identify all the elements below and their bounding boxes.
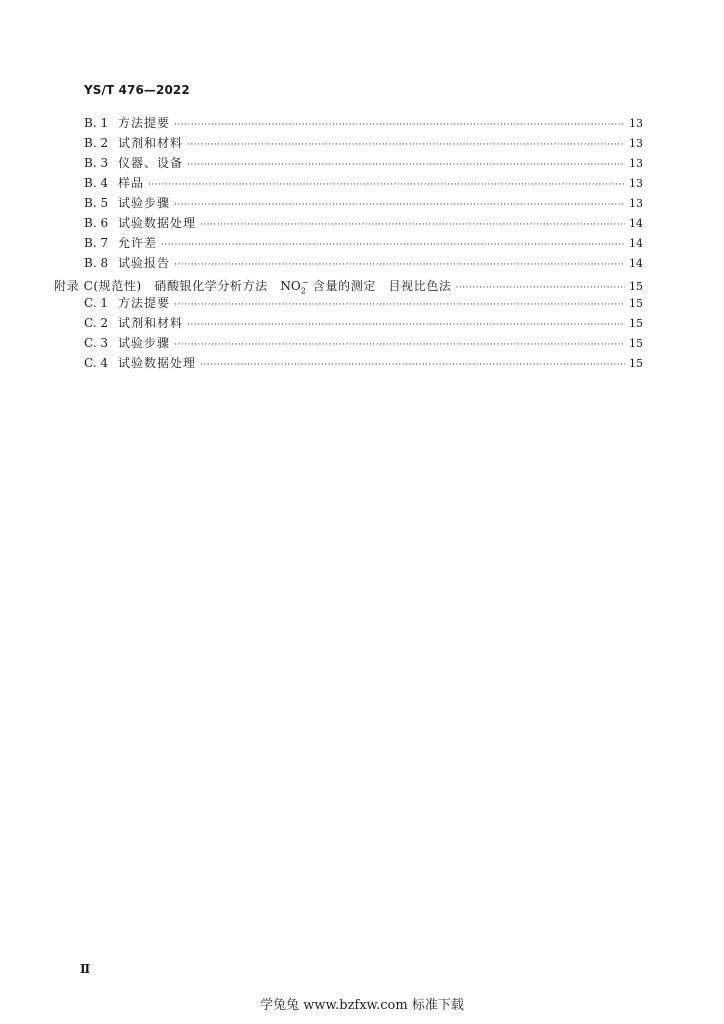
toc-entry-b8[interactable] [84, 253, 641, 273]
dot-leader [161, 233, 625, 253]
toc-entry-b7[interactable] [84, 233, 641, 253]
chem-superscript: − [301, 278, 309, 287]
toc-entry-page: 13 [629, 197, 643, 210]
toc-entry-title: 试验步骤 [118, 336, 171, 350]
toc-entry-title: 方法提要 [118, 296, 171, 310]
toc-entry-number: B. 6 [84, 216, 109, 230]
dot-leader [200, 353, 625, 373]
toc-entry-title: 试验数据处理 [118, 216, 197, 230]
dot-leader [187, 313, 625, 333]
toc-entry-page: 15 [629, 357, 643, 370]
toc-entry-title: 试验数据处理 [118, 356, 197, 370]
toc-entry-page: 13 [629, 137, 643, 150]
chem-base: NO [280, 279, 301, 293]
toc-entry-number: C. 4 [84, 356, 109, 370]
toc-entry-page: 15 [629, 317, 643, 330]
dot-leader [174, 253, 625, 273]
chem-subscript: 2 [300, 286, 306, 296]
appendix-prefix: 附录 C(规范性) 硝酸银化学分析方法 [54, 279, 281, 293]
toc-entry-number: B. 7 [84, 236, 109, 250]
toc-entry-title: 方法提要 [118, 116, 171, 130]
toc-entry-number: C. 2 [84, 316, 109, 330]
chemical-formula [280, 278, 309, 296]
toc-entry-number: B. 3 [84, 156, 109, 170]
toc-entry-b2[interactable] [84, 133, 641, 153]
toc-entry-title: 试验报告 [118, 256, 171, 270]
dot-leader [187, 153, 625, 173]
toc-entry-number: B. 4 [84, 176, 109, 190]
toc-entry-c3[interactable] [84, 333, 641, 353]
toc-entry-page: 15 [629, 280, 643, 293]
toc-entry-page: 14 [629, 217, 643, 230]
toc-entry-number: B. 8 [84, 256, 109, 270]
toc-entry-number: B. 1 [84, 116, 109, 130]
toc-entry-b1[interactable] [84, 113, 641, 133]
dot-leader [174, 113, 625, 133]
toc-entry-page: 14 [629, 257, 643, 270]
footer-watermark-text: 学兔兔 www.bzfxw.com 标准下载 [260, 998, 464, 1013]
toc-entry-page: 13 [629, 117, 643, 130]
toc-entry-number: C. 3 [84, 336, 109, 350]
toc-entry-page: 15 [629, 337, 643, 350]
dot-leader [148, 173, 625, 193]
toc-entry-c2[interactable] [84, 313, 641, 333]
toc-entry-title: 样品 [118, 176, 145, 190]
toc-entry-c4[interactable] [84, 353, 641, 373]
dot-leader [174, 333, 625, 353]
toc-entry-appendix-c[interactable] [54, 273, 643, 296]
toc-entry-page: 14 [629, 237, 643, 250]
toc-entry-title: 试剂和材料 [118, 136, 184, 150]
toc-entry-b5[interactable] [84, 193, 641, 213]
dot-leader [187, 133, 625, 153]
dot-leader [174, 193, 625, 213]
toc-entry-number: B. 5 [84, 196, 109, 210]
dot-leader [200, 213, 625, 233]
toc-entry-c1[interactable] [84, 293, 641, 313]
appendix-suffix: 含量的测定 目视比色法 [308, 279, 452, 293]
toc-entry-page: 13 [629, 177, 643, 190]
standard-code: YS/T 476—2022 [84, 83, 190, 97]
toc-entry-title: 允许差 [118, 236, 158, 250]
toc-entry-title: 试剂和材料 [118, 316, 184, 330]
toc-entry-b3[interactable] [84, 153, 641, 173]
table-of-contents [54, 113, 643, 373]
dot-leader [174, 293, 625, 313]
toc-entry-title: 仪器、设备 [118, 156, 184, 170]
toc-entry-number: C. 1 [84, 296, 109, 310]
toc-entry-page: 13 [629, 157, 643, 170]
toc-entry-number: B. 2 [84, 136, 109, 150]
toc-entry-page: 15 [629, 297, 643, 310]
toc-entry-title: 试验步骤 [118, 196, 171, 210]
toc-entry-b6[interactable] [84, 213, 641, 233]
toc-entry-b4[interactable] [84, 173, 641, 193]
page-number: Ⅱ [80, 962, 91, 976]
